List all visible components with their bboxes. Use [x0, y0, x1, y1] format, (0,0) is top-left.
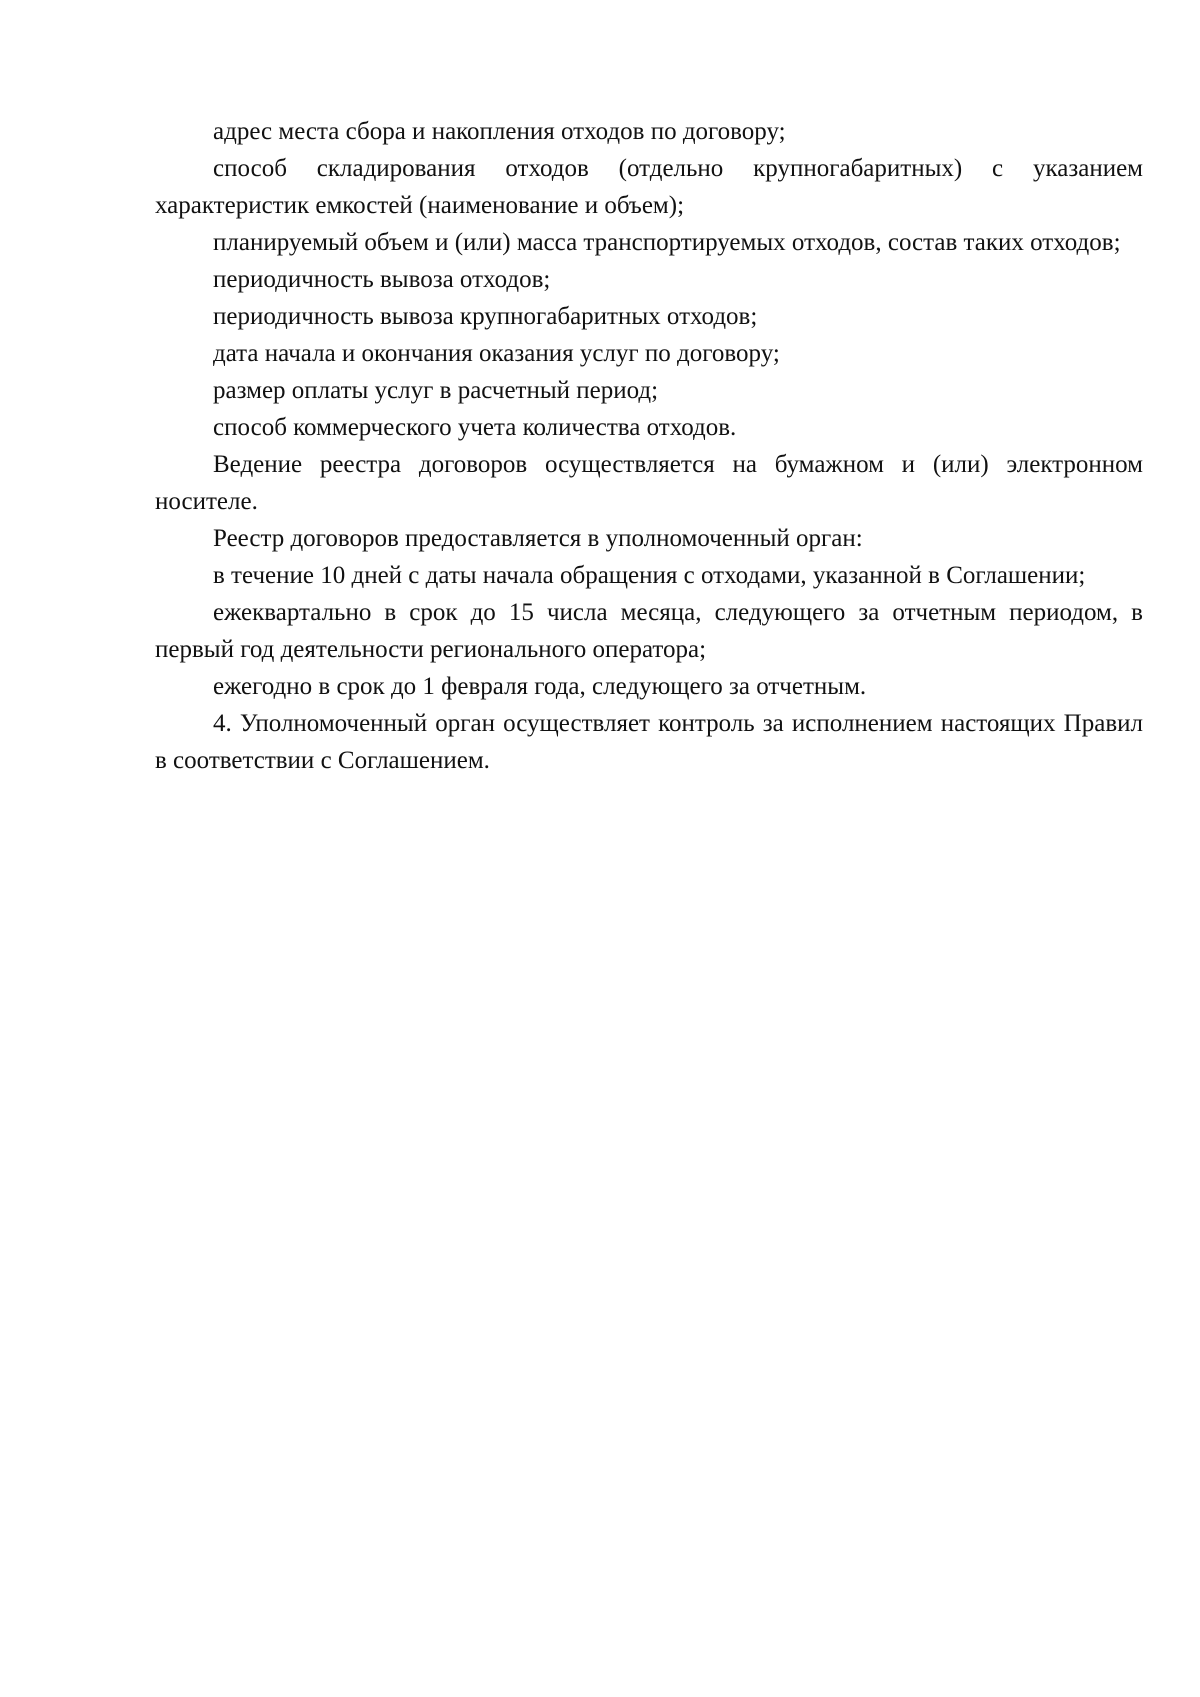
document-body [155, 113, 1143, 779]
paragraph-container-address: адрес места сбора и накопления отходов по договору; [213, 118, 786, 145]
paragraph-bulky-removal-frequency: периодичность вывоза крупногабаритных отходов; [213, 303, 758, 330]
paragraph-accounting-method: способ коммерческого учета количества отходов. [213, 414, 737, 441]
paragraph-service-dates: дата начала и окончания оказания услуг по договору; [213, 340, 780, 367]
paragraph-registry-submission: Реестр договоров предоставляется в уполномоченный орган: [213, 525, 863, 552]
paragraph-removal-frequency: периодичность вывоза отходов; [213, 266, 551, 293]
paragraph-submission-annual: ежегодно в срок до 1 февраля года, следующего за отчетным. [213, 673, 867, 700]
paragraph-registry-media: Ведение реестра договоров осуществляется на бумажном и (или) электронном носителе. [155, 451, 1143, 515]
paragraph-section-4-control: 4. Уполномоченный орган осуществляет контроль за исполнением настоящих Правил в соответствии с Соглашением. [155, 710, 1143, 774]
paragraph-submission-10-days: в течение 10 дней с даты начала обращения с отходами, указанной в Соглашении; [213, 562, 1086, 589]
paragraph-planned-volume: планируемый объем и (или) масса транспортируемых отходов, состав таких отходов; [213, 229, 1121, 256]
paragraph-submission-quarterly: ежеквартально в срок до 15 числа месяца, следующего за отчетным периодом, в первый год деятельности регионального оператора; [155, 599, 1143, 663]
paragraph-payment-amount: размер оплаты услуг в расчетный период; [213, 377, 659, 404]
paragraph-storage-method: способ складирования отходов (отдельно крупногабаритных) с указанием характеристик емкостей (наименование и объем); [155, 155, 1143, 219]
